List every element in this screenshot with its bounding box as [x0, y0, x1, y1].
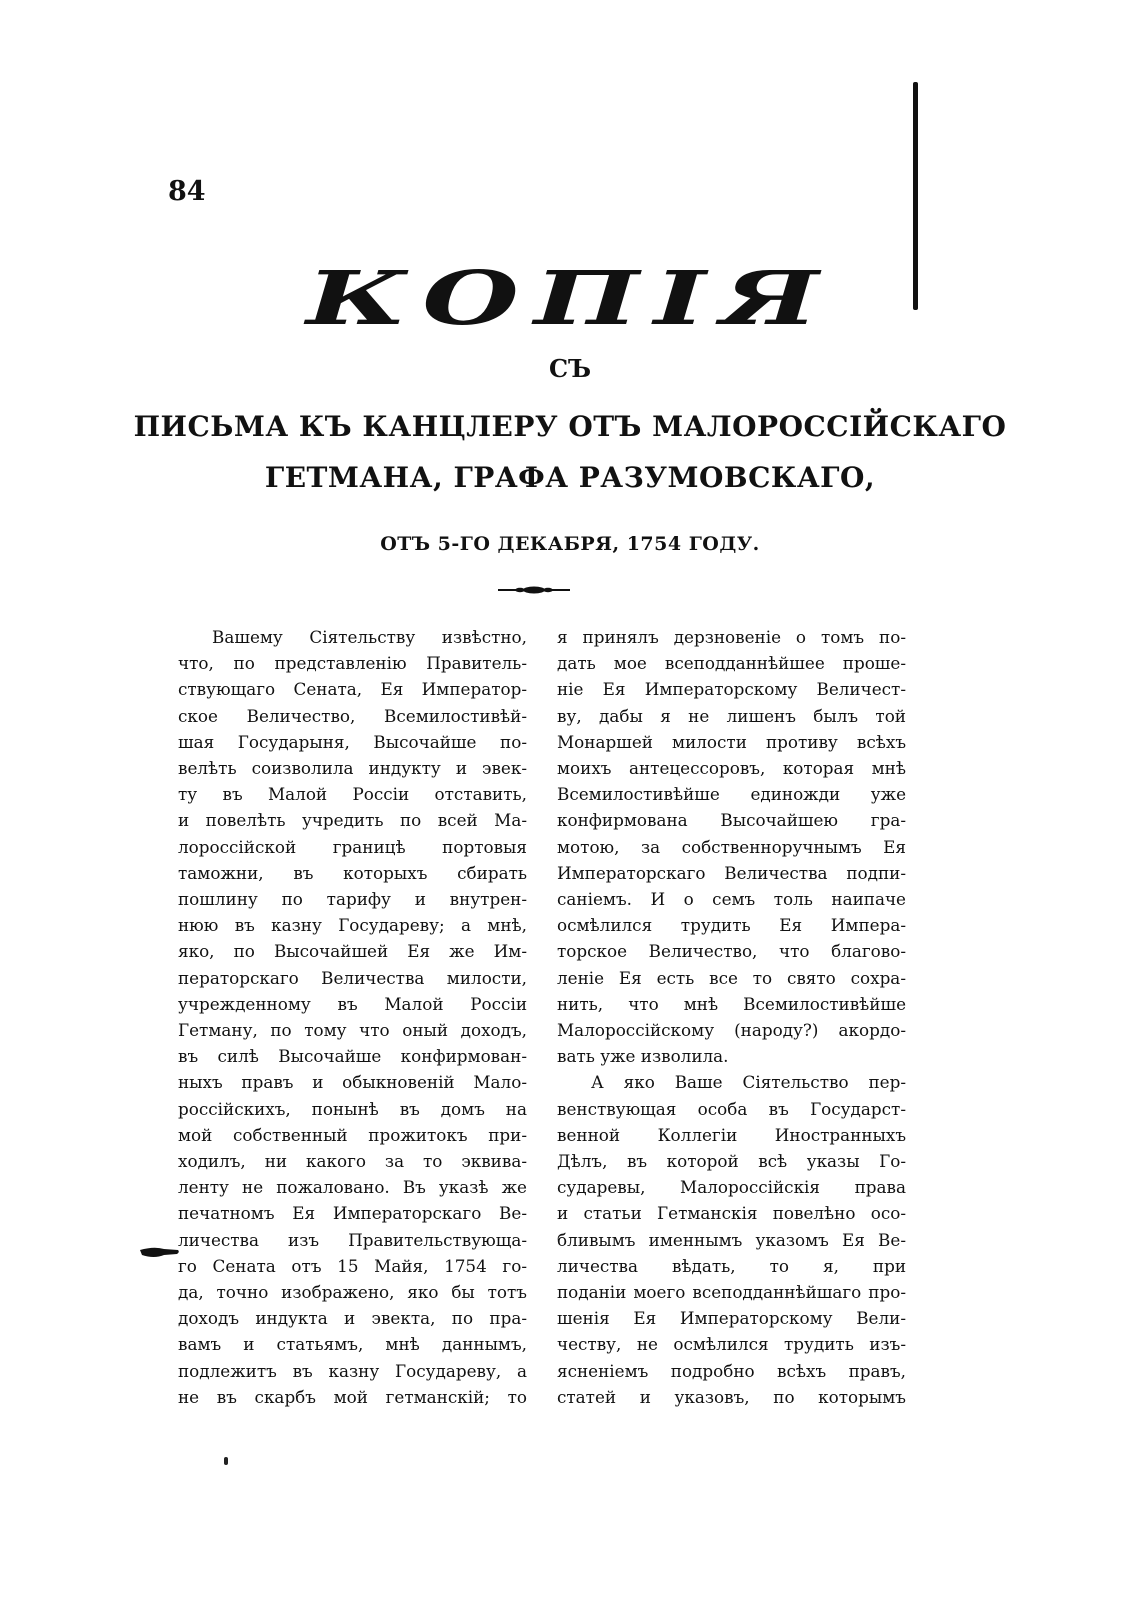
text-line: печатномъ Ея Императорскаго Ве- [178, 1203, 527, 1224]
text-line: венствующая особа въ Государст- [557, 1098, 906, 1119]
text-line: ское Величество, Всемилостивѣй- [178, 705, 527, 726]
text-line: статей и указовъ, по которымъ [557, 1386, 906, 1407]
text-line: Монаршей милости противу всѣхъ [557, 731, 906, 752]
text-line: Всемилостивѣйше единожди уже [557, 784, 906, 805]
text-line: велѣть соизволила индукту и эвек- [178, 758, 527, 779]
text-line: Гетману, по тому что оный доходъ, [178, 1020, 527, 1041]
text-line: ленту не пожаловано. Въ указѣ же [178, 1177, 527, 1198]
text-line: венной Коллегіи Иностранныхъ [557, 1124, 906, 1145]
text-line: моихъ антецессоровъ, которая мнѣ [557, 758, 906, 779]
ink-speck [224, 1457, 228, 1465]
text-line: что, по представленію Правитель- [178, 653, 527, 674]
text-line: Малороссійскому (народу?) акордо- [557, 1020, 906, 1041]
text-line: таможни, въ которыхъ сбирать [178, 862, 527, 883]
text-line: лороссійской границѣ портовыя [178, 836, 527, 857]
heading-line-1: ПИСЬМА КЪ КАНЦЛЕРУ ОТЪ МАЛОРОССІЙСКАГО [133, 410, 1007, 443]
text-line: ніе Ея Императорскому Величест- [557, 679, 906, 700]
text-line: го Сената отъ 15 Майя, 1754 го- [178, 1255, 527, 1276]
text-line: ходилъ, ни какого за то эквива- [178, 1151, 527, 1172]
text-line: Дѣлъ, въ которой всѣ указы Го- [557, 1151, 906, 1172]
text-line: не въ скарбъ мой гетманскій; то [178, 1386, 527, 1407]
text-line: въ силѣ Высочайше конфирмован- [178, 1046, 527, 1067]
dateline: ОТЪ 5-ГО ДЕКАБРЯ, 1754 ГОДУ. [380, 533, 760, 555]
text-line: сударевы, Малороссійскія права [557, 1177, 906, 1198]
text-line: да, точно изображено, яко бы тотъ [178, 1282, 527, 1303]
text-line: саніемъ. И о семъ толь наипаче [557, 889, 906, 910]
text-line: подлежитъ въ казну Государеву, а [178, 1360, 527, 1381]
text-line: я принялъ дерзновеніе о томъ по- [557, 627, 906, 647]
text-line: нюю въ казну Государеву; а мнѣ, [178, 915, 527, 936]
text-line: А яко Ваше Сіятельство пер- [591, 1072, 906, 1093]
page-title: КОПІЯ [306, 256, 834, 342]
heading-line-2: ГЕТМАНА, ГРАФА РАЗУМОВСКАГО, [264, 461, 876, 494]
text-line: ператорскаго Величества милости, [178, 967, 527, 988]
left-column [178, 624, 527, 1410]
text-line: личества изъ Правительствующа- [178, 1229, 527, 1250]
text-line: Императорскаго Величества подпи- [557, 862, 906, 883]
text-line: ствующаго Сената, Ея Император- [178, 679, 527, 700]
pointing-hand-icon [140, 1243, 180, 1261]
right-column [557, 624, 906, 1410]
text-line: яко, по Высочайшей Ея же Им- [178, 941, 527, 962]
text-line: россійскихъ, понынѣ въ домъ на [178, 1098, 527, 1119]
text-line: торское Величество, что благово- [557, 941, 906, 962]
text-line: шенія Ея Императорскому Вели- [557, 1308, 906, 1329]
ornament-divider [498, 585, 570, 595]
text-line: личества вѣдать, то я, при [557, 1255, 906, 1276]
text-line: вамъ и статьямъ, мнѣ даннымъ, [178, 1334, 527, 1355]
page-number: 84 [168, 176, 206, 207]
text-line: мотою, за собственноручнымъ Ея [557, 836, 906, 857]
text-line: учрежденному въ Малой Россіи [178, 993, 527, 1014]
text-line: мой собственный прожитокъ при- [178, 1124, 527, 1145]
text-line: и повелѣть учредить по всей Ма- [178, 810, 527, 831]
text-line: конфирмована Высочайшею гра- [557, 810, 906, 831]
text-line: шая Государыня, Высочайше по- [178, 731, 527, 752]
text-line: леніе Ея есть все то свято сохра- [557, 967, 906, 988]
text-line: и статьи Гетманскія повелѣно осо- [557, 1203, 906, 1224]
text-line: доходъ индукта и эвекта, по пра- [178, 1308, 527, 1329]
text-line: нить, что мнѣ Всемилостивѣйше [557, 993, 906, 1014]
text-line: ту въ Малой Россіи отставить, [178, 784, 527, 805]
text-line: бливымъ именнымъ указомъ Ея Ве- [557, 1229, 906, 1250]
text-line: поданіи моего всеподданнѣйшаго про- [557, 1282, 906, 1303]
text-line: ву, дабы я не лишенъ былъ той [557, 705, 906, 726]
text-line: дать мое всеподданнѣйшее проше- [557, 653, 906, 674]
text-line: ныхъ правъ и обыкновеній Мало- [178, 1072, 527, 1093]
text-line: ясненіемъ подробно всѣхъ правъ, [557, 1360, 906, 1381]
text-line: вать уже изволила. [557, 1046, 729, 1067]
from-label: СЪ [548, 354, 592, 383]
text-line: честву, не осмѣлился трудить изъ- [557, 1334, 906, 1355]
text-line: осмѣлился трудить Ея Импера- [557, 915, 906, 936]
text-line: пошлину по тарифу и внутрен- [178, 889, 527, 910]
text-line: Вашему Сіятельству извѣстно, [212, 627, 527, 647]
